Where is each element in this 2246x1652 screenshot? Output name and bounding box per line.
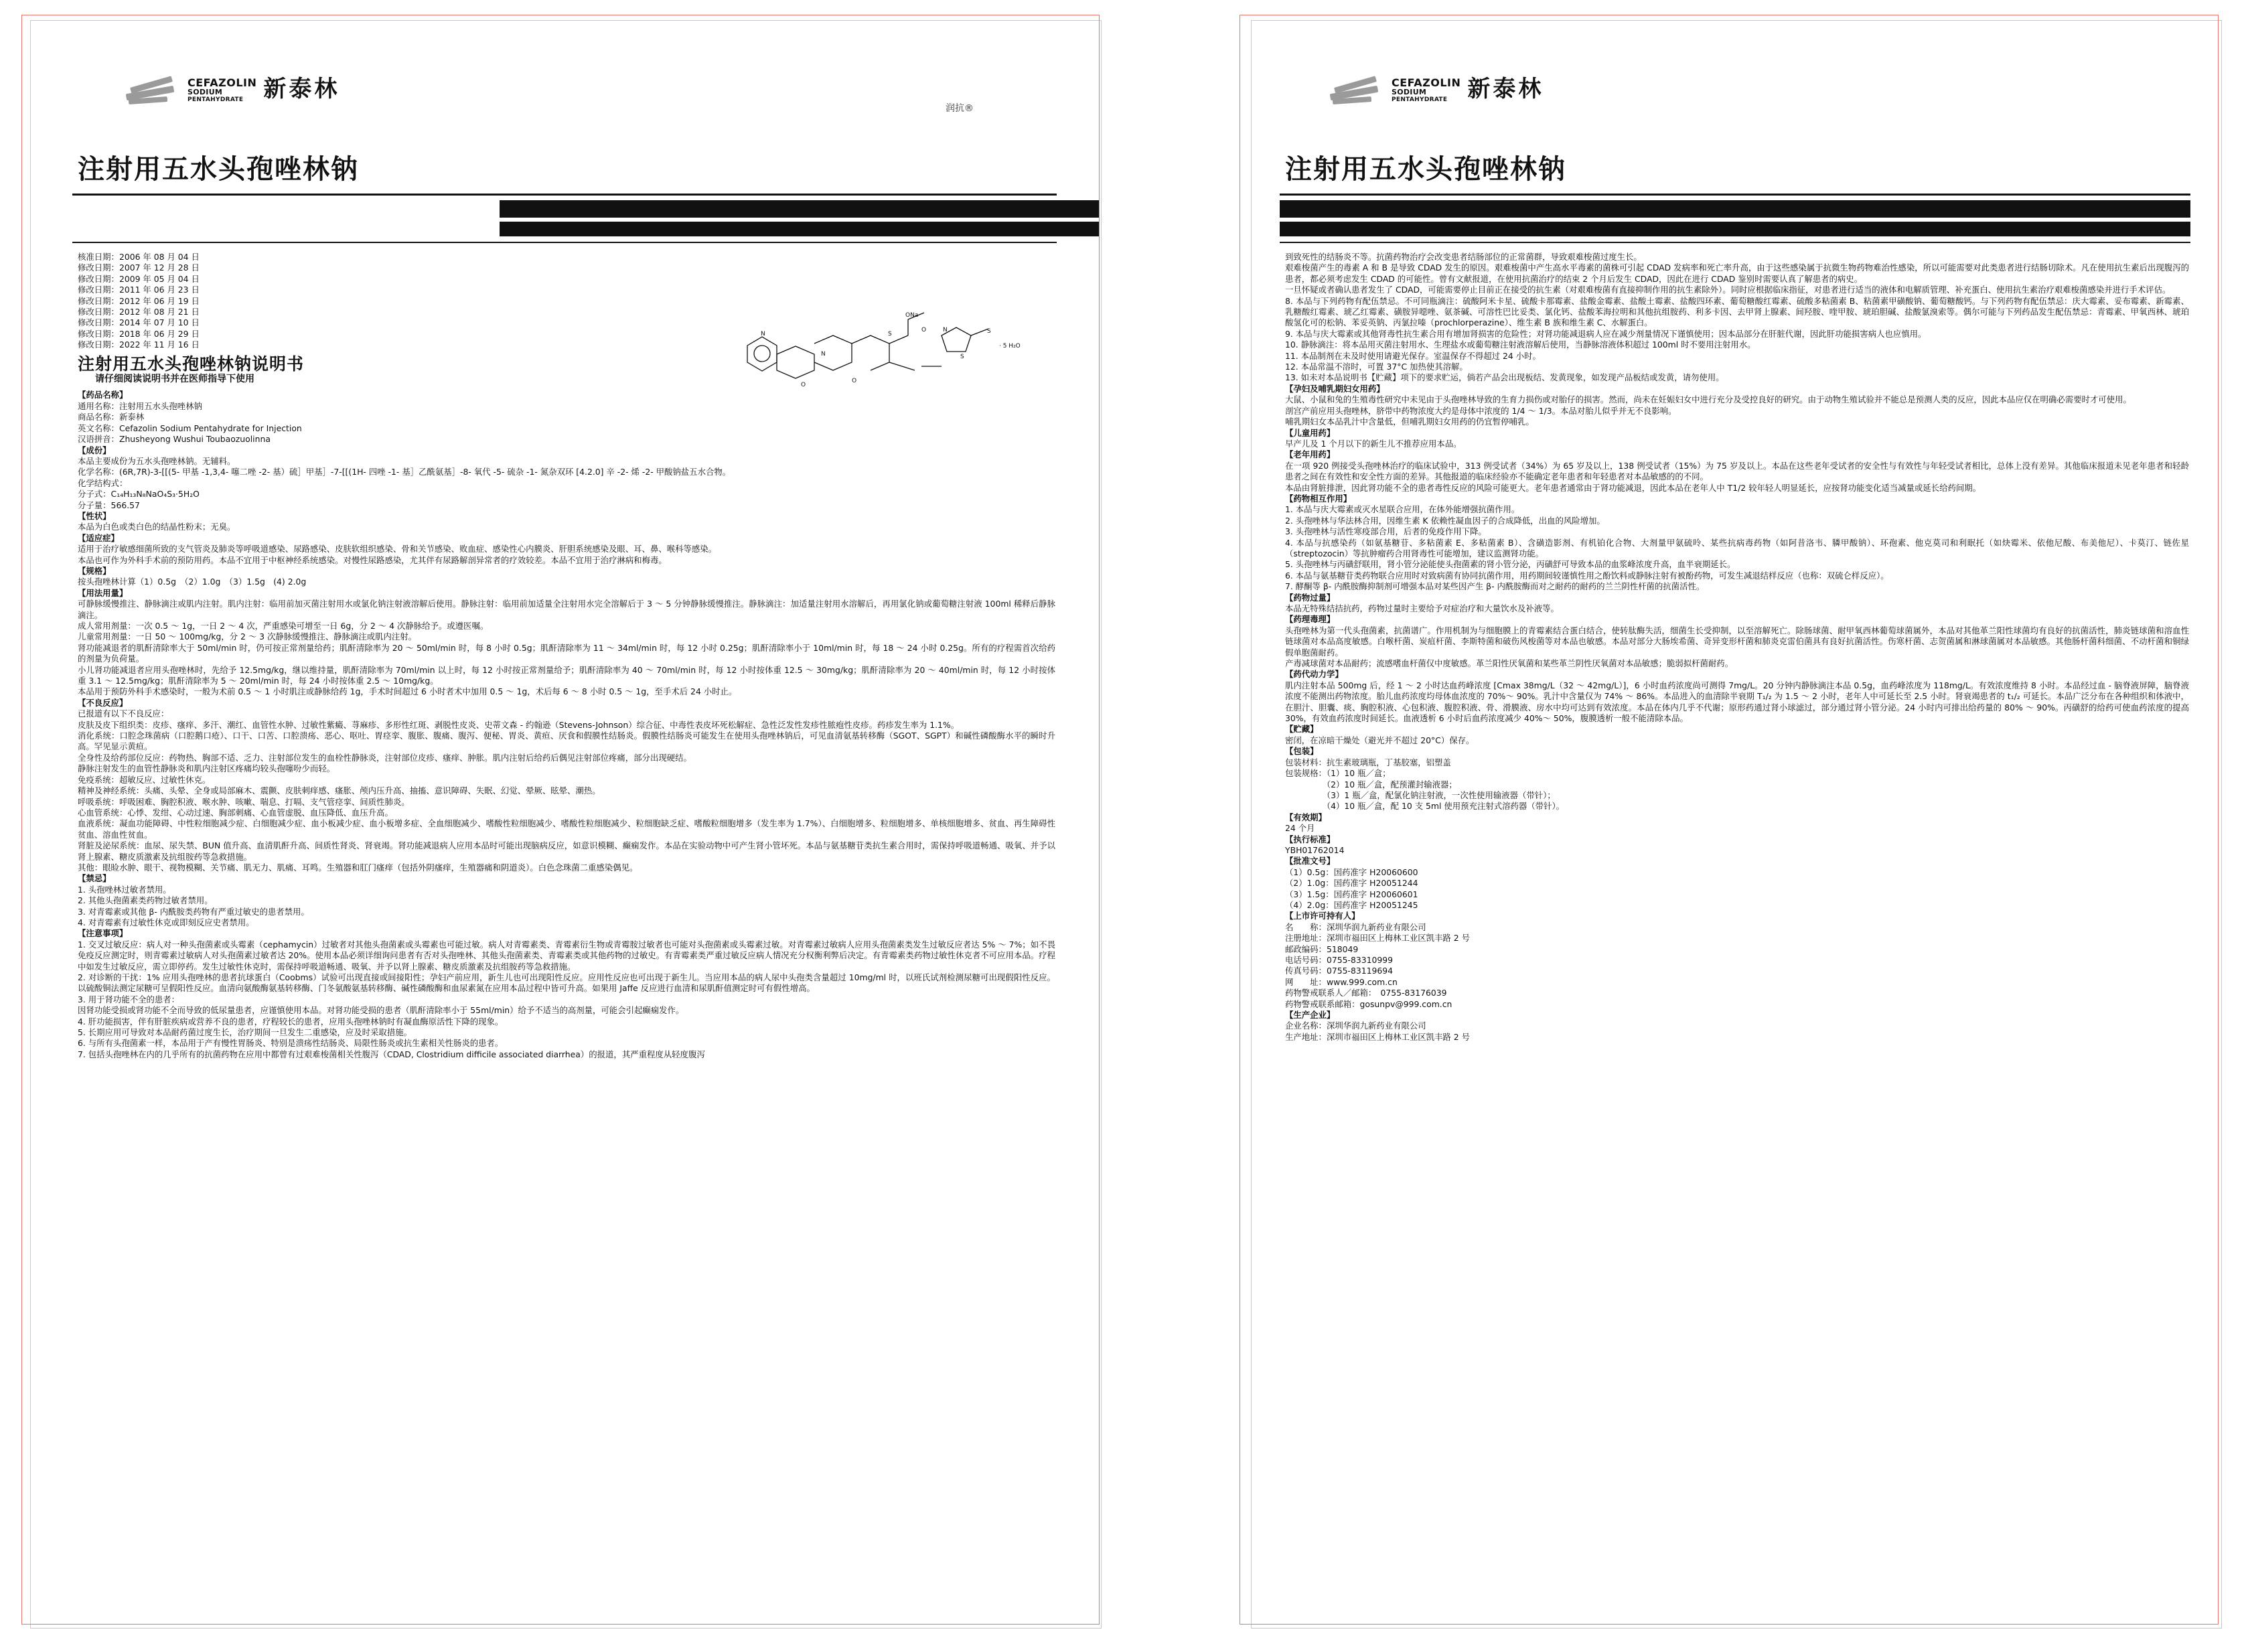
right-section-2-line-1: 本品由肾脏排泄，因此肾功能不全的患者毒性反应的风险可能更大。老年患者通常由于肾功能减退，因此本品在老年人中 T1/2 较年轻人明显延长，应按肾功能变化适当减量或延长给药间期。 [1285, 482, 1981, 493]
right-section-11-line-0: （1）0.5g：国药准字 H20060600 [1285, 867, 1418, 877]
section-5-line-0: 可静脉缓慢推注、静脉滴注或肌内注射。肌内注射：临用前加灭菌注射用水或氯化钠注射液溶解后使用。静脉注射：临用前加适量全注射用水完全溶解后于 3 ～ 5 分钟静脉缓慢推注。静脉滴注：加适量注射用水溶解后，再用氯化钠或葡萄糖注射液 100ml 稀释后静脉滴注。 [78, 599, 1055, 620]
brand-logo-right [1329, 78, 1544, 108]
right-para-3: 8. 本品与下列药物有配伍禁忌。不可同瓶滴注：硫酸阿米卡星、硫酸卡那霉素、盐酸金霉素、盐酸土霉素、盐酸四环素、葡萄糖酸红霉素、硫酸多粘菌素 B、粘菌素甲磺酸钠、葡萄糖酸钙。与下列药物有配伍禁忌：庆大霉素、妥布霉素、新霉素、乳糖酸红霉素、琥乙红霉素、磺胺异噁唑、氨茶碱、可溶性巴比妥类、氯化钙、盐酸苯海拉明和其他抗组胺药、利多卡因、去甲肾上腺素、间羟胺、喹甲胺、琥珀胆碱、盐酸氯溴索等。偶尔可能与下列药品发生配伍禁忌：青霉素、甲氧西林、琥珀酸氢化可的松钠、苯妥英钠、丙氯拉嗪（prochlorperazine）、维生素 B 族和维生素 C、水解蛋白。 [1285, 295, 2189, 328]
right-section-12-line-3: 电话号码：0755-83310999 [1285, 955, 1394, 965]
right-section-heading-11: 【批准文号】 [1285, 856, 1335, 867]
section-0-line-2: 英文名称：Cefazolin Sodium Pentahydrate for Injection [78, 423, 302, 433]
section-heading-1: 【成份】 [78, 445, 111, 455]
right-section-3-line-5: 6. 本品与氨基糖苷类药物联合应用时对致病菌有协同抗菌作用，用药期间较谨慎性用之酚饮料或静脉注射有被酚药物，可发生减退结样反应（也称：双硫仑样反应）。 [1285, 570, 1889, 581]
right-section-12-line-6: 药物警戒联系人／邮箱： 0755-83176039 [1285, 988, 1447, 998]
brand-en-line1-right: CEFAZOLIN [1392, 76, 1461, 89]
svg-text:O: O [852, 378, 857, 384]
right-section-8-line-3: （3）1 瓶／盒，配氯化钠注射液，一次性使用输液器（带针）； [1285, 790, 1556, 800]
title-rule-left [72, 194, 1057, 196]
right-section-heading-1: 【儿童用药】 [1285, 427, 1335, 438]
section-7-line-1: 2. 其他头孢菌素类药物过敏者禁用。 [78, 895, 213, 906]
section-7-line-0: 1. 头孢唑林过敏者禁用。 [78, 884, 171, 895]
right-section-0-line-2: 哺乳期妇女本品乳汁中含量低，但哺乳期妇女用药的仍宜暂停哺乳。 [1285, 417, 1534, 427]
section-8-line-3: 因肾功能受损或肾功能不全而导致的低尿量患者，应谨慎使用本品。对肾功能受损的患者（肌酐清除率小于 55ml/min）给予不适当的高剂量，可能会引起癫痫发作。 [78, 1005, 684, 1016]
section-heading-4: 【规格】 [78, 565, 111, 576]
title-rule-right [1280, 194, 2190, 196]
section-5-line-3: 肾功能减退者的肌酐清除率大于 50ml/min 时，仍可按正常剂量给药；肌酐清除率为 20 ～ 50ml/min 时，每 8 小时 0.5g；肌酐清除率为 11 ～ 34ml/min 时，每 12 小时 0.25g；肌酐清除率小于 10ml/min 时，每 18 ～ 24 小时 0.25g。所有的疗程需首次给药的剂量为负荷量。 [78, 642, 1055, 664]
swoosh-icon-right [1329, 78, 1386, 108]
black-bar-right-2 [1280, 222, 2190, 236]
right-para-8: 13. 如未对本品说明书【贮藏】项下的要求贮运，倘若产品会出现板结、发黄现象，如发现产品板结或发黄，请勿使用。 [1285, 372, 1724, 383]
right-section-7-line-0: 密闭，在凉暗干燥处（避光并不超过 20°C）保存。 [1285, 735, 1475, 745]
revision-date-3: 修改日期：2011 年 06 月 23 日 [78, 285, 200, 295]
section-0-line-3: 汉语拼音：Zhusheyong Wushui Toubaozuolinna [78, 434, 271, 445]
swoosh-icon [125, 78, 182, 108]
right-para-6: 11. 本品制剂在未及时使用请避光保存。室温保存不得超过 24 小时。 [1285, 350, 1541, 361]
svg-text:N: N [821, 351, 826, 358]
section-8-line-6: 6. 与所有头孢菌素一样，本品用于产有慢性胃肠炎、特别是溃疡性结肠炎、局限性肠炎或抗生素相关性肠炎的患者。 [78, 1038, 504, 1049]
section-6-line-8: 心血管系统：心悸、发绀、心动过速、胸部刺痛、心血管虚脱、血压降低、血压升高。 [78, 807, 393, 818]
section-6-line-1: 皮肤及皮下组织类：皮疹、瘙痒、多汗、潮红、血管性水肿、过敏性紫癜、荨麻疹、多形性红斑、剥脱性皮炎、史蒂文森 - 约翰逊（Stevens-Johnson）综合征、中毒性表皮坏死松解症、急性泛发性发疹性脓疱性皮疹。药疹发生率为 1.1%。 [78, 719, 960, 730]
left-page-sheet [30, 20, 1102, 1629]
product-title-right: 注射用五水头孢唑林钠 [1285, 154, 1566, 185]
section-heading-7: 【禁忌】 [78, 873, 111, 884]
svg-text:O: O [921, 327, 927, 333]
right-section-6-line-0: 肌内注射本品 500mg 后，经 1 ～ 2 小时达血药峰浓度 [Cmax 38mg/L（32 ～ 42mg/L）]，6 小时血药浓度尚可测得 7mg/L。20 分钟内静脉滴注本品 0.5g，血药峰浓度为 118mg/L。有效浓度维持 8 小时。本品经过血 - 脑脊液屏障，脑脊液浓度不能测出药物浓度。胎儿血药浓度均母体血浓度的 70%～ 90%。乳汁中含量仅为 74% ～ 86%。本品进入的血清除半衰期 T₁/₂ 为 1.5 ～ 2 小时，老年人中可延长至 2.5 小时。肾衰竭患者的 t₁/₂ 可延长。本品广泛分布在各种组织和体液中，在胆汁、胆囊、痰、胸腔积液、心包积液、腹腔积液、骨、滑膜液、房水中均可达到有效浓度。本品在体内几乎不代谢；原形药通过肾小球滤过，部分通过肾小管分泌。24 小时内可排出给药量的 80% ～ 90%。丙磺舒的给药可使血药浓度的提高 30%，有效血药浓度时间延长。血液透析 6 小时后血药浓度减少 40%～ 50%，腹膜透析一般不能清除本品。 [1285, 680, 2189, 724]
section-5-line-5: 本品用于预防外科手术感染时，一般为术前 0.5 ～ 1 小时肌注或静脉给药 1g，手术时间超过 6 小时者术中加用 0.5 ～ 1g，术后每 6 ～ 8 小时 0.5 ～ 1g，至手术后 24 小时止。 [78, 686, 737, 697]
section-1-line-0: 本品主要成份为五水头孢唑林钠。无辅料。 [78, 455, 236, 466]
right-section-heading-8: 【包装】 [1285, 746, 1319, 757]
right-section-10-line-0: YBH01762014 [1285, 844, 1345, 855]
right-section-heading-6: 【药代动力学】 [1285, 669, 1343, 680]
right-section-12-line-0: 名 称：深圳华润九新药业有限公司 [1285, 921, 1426, 932]
section-heading-8: 【注意事项】 [78, 928, 128, 939]
section-6-line-6: 精神及神经系统：头痛、头晕、全身或局部麻木、震颤、皮肤刺痒感、瘙胀、颅内压升高、抽搐、意识障碍、失眠、幻觉、晕厥、眩晕、潮热。 [78, 785, 601, 796]
document-subtitle: 请仔细阅读说明书并在医师指导下使用 [95, 374, 254, 385]
revision-date-4: 修改日期：2012 年 06 月 19 日 [78, 295, 200, 306]
right-section-12-line-5: 网 址：www.999.com.cn [1285, 976, 1398, 987]
section-5-line-2: 儿童常用剂量：一日 50 ～ 100mg/kg，分 2 ～ 3 次静脉缓慢推注、静脉滴注或肌内注射。 [78, 631, 417, 642]
right-section-3-line-0: 1. 本品与庆大霉素或灭水星联合应用，在体外能增强抗菌作用。 [1285, 504, 1520, 515]
section-3-line-1: 本品也可作为外科手术前的预防用药。本品不宜用于中枢神经系统感染。对慢性尿路感染，尤其伴有尿路解剖异常者的疗效较差。本品不宜用于治疗淋病和梅毒。 [78, 554, 667, 565]
brand-cn-name: 新泰林 [263, 76, 340, 102]
section-7-line-3: 4. 对青霉素有过敏性休克或即刻反应史者禁用。 [78, 917, 254, 927]
black-bar-left-1 [500, 200, 1099, 218]
section-6-line-5: 免疫系统：超敏反应、过敏性休克。 [78, 774, 211, 785]
black-bar-right-1 [1280, 200, 2190, 218]
right-section-heading-7: 【贮藏】 [1285, 724, 1319, 735]
right-para-2: 一旦怀疑或者确认患者发生了 CDAD，可能需要停止目前正在接受的抗生素（对艰难梭菌有直接抑制作用的抗生素除外）。同时应根据临床指征，对患者进行适当的液体和电解质管理、补充蛋白、使用抗生素治疗艰难梭菌感染并进行手术评估。 [1285, 285, 2171, 295]
section-5-line-4: 小儿肾功能减退者应用头孢唑林时，先给予 12.5mg/kg，继以维持量，肌酐清除率为 70ml/min 以上时，每 12 小时按正常剂量给予；肌酐清除率为 40 ～ 70ml/min 时，每 12 小时按体重 12.5 ～ 30mg/kg；肌酐清除率为 20 ～ 40ml/min 时，每 12 小时按体重 3.1 ～ 12.5mg/kg；肌酐清除率为 5 ～ 20ml/min 时，每 24 小时按体重 2.5 ～ 10mg/kg。 [78, 664, 1055, 686]
revision-date-0: 核准日期：2006 年 08 月 04 日 [78, 252, 200, 262]
right-section-3-line-6: 7. 酵酮等 β- 内酰胺酶抑制剂可增强本品对某些因产生 β- 内酰胺酶而对之耐药的耐药的兰兰阴性杆菌的抗菌活性。 [1285, 581, 1705, 592]
right-section-5-line-1: 产毒减球菌对本品耐药；流感嗜血杆菌仅中度敏感。革兰阳性厌氧菌和某些革兰阴性厌氧菌对本品敏感；脆弱拟杆菌耐药。 [1285, 658, 1734, 669]
brand-cn-name-right: 新泰林 [1467, 76, 1544, 102]
section-heading-2: 【性状】 [78, 510, 111, 521]
right-section-9-line-0: 24 个月 [1285, 823, 1315, 834]
brand-en-line1: CEFAZOLIN [188, 76, 257, 89]
right-section-13-line-1: 生产地址：深圳市福田区上梅林工业区凯丰路 2 号 [1285, 1031, 1470, 1042]
right-column-body [1285, 252, 2189, 1043]
section-8-line-4: 4. 肝功能损害，伴有肝脏疾病或营养不良的患者，疗程较长的患者，应用头孢唑林钠时有凝血酶原活性下降的现象。 [78, 1016, 504, 1027]
right-section-0-line-0: 大鼠、小鼠和兔的生殖毒性研究中未见由于头孢唑林导致的生育力损伤或对胎仔的损害。然而，尚未在妊娠妇女中进行充分及受控良好的研究。由于动物生殖试验并不能总是预测人类的反应，因此本品应仅在明确必需要时才可使用。 [1285, 394, 2131, 405]
right-section-heading-4: 【药物过量】 [1285, 592, 1335, 603]
revision-date-1: 修改日期：2007 年 12 月 28 日 [78, 262, 200, 273]
right-section-8-line-0: 包装材料：抗生素玻璃瓶，丁基胶塞，铝塑盖 [1285, 757, 1451, 767]
section-1-line-4: 分子量：566.57 [78, 500, 140, 510]
section-6-line-9: 血液系统：凝血功能障碍、中性粒细胞减少症、白细胞减少症、血小板减少症、血小板增多症、全血细胞减少、嗜酸性粒细胞减少、嗜酸性粒细胞减少、粒细胞缺乏症、嗜酸粒细胞增多（发生率为 1.7%）、白细胞增多、粒细胞增多、单核细胞增多、贫血、再生障碍性贫血、溶血性贫血。 [78, 818, 1055, 840]
section-1-line-2: 化学结构式： [78, 477, 128, 488]
section-5-line-1: 成人常用剂量：一次 0.5 ～ 1g，一日 2 ～ 4 次，严重感染可增至一日 6g，分 2 ～ 4 次静脉给予。或遵医嘱。 [78, 621, 489, 631]
brand-en-line3: PENTAHYDRATE [188, 96, 244, 103]
right-section-8-line-4: （4）10 瓶／盒，配 10 支 5ml 使用预充注射式溶药器（带针）。 [1285, 801, 1565, 812]
right-section-heading-10: 【执行标准】 [1285, 834, 1335, 844]
right-para-1: 艰难梭菌产生的毒素 A 和 B 是导致 CDAD 发生的原因。艰难梭菌中产生高水平毒素的菌株可引起 CDAD 发病率和死亡率升高，由于这些感染属于抗微生物药物难治性感染，所以可能需要对此类患者进行结肠切除术。凡在使用抗生素后出现腹泻的患者，都必须考虑发生 CDAD 的可能性。曾有文献报道，在使用抗菌治疗的结束 2 个月后发生 CDAD，因此在进行 CDAD 鉴别时需要认真了解患者的病史。 [1285, 262, 2189, 284]
svg-text:N: N [761, 331, 765, 337]
section-8-line-7: 7. 包括头孢唑林在内的几乎所有的抗菌药物在应用中都曾有过艰难梭菌相关性腹泻（CDAD, Clostridium difficile associated diarrhea）的报道，其严重程度从轻度腹泻 [78, 1049, 705, 1059]
revision-date-8: 修改日期：2022 年 11 月 16 日 [78, 340, 200, 350]
right-section-12-line-2: 邮政编码：518049 [1285, 944, 1359, 954]
section-6-line-0: 已报道有以下不良反应： [78, 708, 169, 719]
svg-text:S: S [960, 354, 964, 360]
section-6-line-11: 其他：眼睑水肿、眼干、视物模糊、关节痛、肌无力、肌痛、耳鸣。生殖器和肛门瘙痒（包括外阴瘙痒，生殖器痛和阴道炎）。白色念珠菌二重感染偶见。 [78, 862, 638, 873]
right-section-11-line-3: （4）2.0g：国药准字 H20051245 [1285, 899, 1418, 910]
right-section-12-line-1: 注册地址：深圳市福田区上梅林工业区凯丰路 2 号 [1285, 933, 1470, 944]
right-section-heading-0: 【孕妇及哺乳期妇女用药】 [1285, 383, 1385, 394]
right-para-4: 9. 本品与庆大霉素或其他肾毒性抗生素合用有增加肾损害的危险性；对肾功能减退病人应在减少剂量情况下谨慎使用；因本品部分在肝脏代谢，因此肝功能损害病人也应慎用。 [1285, 328, 1927, 339]
right-section-12-line-4: 传真号码：0755-83119694 [1285, 966, 1394, 976]
section-8-line-2: 3. 用于肾功能不全的患者： [78, 994, 180, 1004]
section-4-line-0: 按头孢唑林计算（1）0.5g （2）1.0g （3）1.5g (4) 2.0g [78, 577, 307, 587]
right-para-5: 10. 静脉滴注：将本品用灭菌注射用水、生理盐水或葡萄糖注射液溶解后使用，当静脉溶液体积超过 100ml 时不要用注射用水。 [1285, 340, 1756, 350]
right-section-8-line-2: （2）10 瓶／盒，配预灌封输液器； [1285, 779, 1457, 790]
product-title-left: 注射用五水头孢唑林钠 [78, 154, 359, 185]
section-0-line-0: 通用名称：注射用五水头孢唑林钠 [78, 400, 202, 411]
right-section-5-line-0: 头孢唑林为第一代头孢菌素，抗菌谱广。作用机制为与细胞膜上的青霉素结合蛋白结合，使转肽酶失活，细菌生长受抑制，以至溶解死亡。除肠球菌、耐甲氧西林葡萄球菌属外，本品对其他革兰阳性球菌均有良好的抗菌活性，肺炎链球菌和溶血性链球菌对本品高度敏感。白喉杆菌、炭疽杆菌、李斯特菌和破伤风梭菌等对本品也敏感。本品对部分大肠埃希菌、奇异变形杆菌和肺炎克雷伯菌具有良好抗菌活性。伤寒杆菌、志贺菌属和淋球菌属对本品敏感。其他肠杆菌科细菌、不动杆菌和铜绿假单胞菌耐药。 [1285, 625, 2189, 658]
brand-logo [125, 78, 340, 108]
svg-text:S: S [987, 328, 991, 335]
section-6-line-3: 全身性及给药部位反应：药物热、胸部不适、乏力、注射部位发生的血栓性静脉炎，注射部位皮疹、瘙痒、肿胀。肌内注射后给药后偶见注射部位疼痛，部分出现硬结。 [78, 752, 692, 763]
right-section-0-line-1: 剖宫产前应用头孢唑林，脐带中药物浓度大约是母体中浓度的 1/4 ～ 1/3。本品对胎儿似乎并无不良影响。 [1285, 405, 1677, 416]
right-section-heading-9: 【有效期】 [1285, 812, 1327, 822]
right-section-heading-12: 【上市许可持有人】 [1285, 911, 1360, 921]
right-section-11-line-2: （3）1.5g：国药准字 H20060601 [1285, 889, 1418, 899]
right-section-heading-13: 【生产企业】 [1285, 1010, 1335, 1021]
black-bar-left-2 [500, 222, 1099, 236]
section-1-line-1: 化学名称：(6R,7R)-3-[[(5- 甲基 -1,3,4- 噻二唑 -2- 基）硫］甲基］-7-[[(1H- 四唑 -1- 基］乙酰氨基］-8- 氧代 -5- 硫杂 -1- 氮杂双环 [4.2.0] 辛 -2- 烯 -2- 甲酸钠盐五水合物。 [78, 467, 731, 477]
section-heading-6: 【不良反应】 [78, 697, 128, 708]
section-7-line-2: 3. 对青霉素或其他 β- 内酰胺类药物有严重过敏史的患者禁用。 [78, 906, 309, 917]
right-section-2-line-0: 在一项 920 例接受头孢唑林治疗的临床试验中，313 例受试者（34%）为 65 岁及以上，138 例受试者（15%）为 75 岁及以上。本品在这些老年受试者的安全性与有效性与年轻受试者相比，总体上没有差异。其他临床报道未见老年患者和轻龄患者之间在有效性和安全性方面的差异。其他报道的临床经验亦不能确定老年患者和年轻患者对本品敏感的的不同。 [1285, 460, 2189, 482]
brand-en-line3-right: PENTAHYDRATE [1392, 96, 1448, 103]
header-rule-left [72, 242, 1057, 243]
brand-en-line2-right: SODIUM [1392, 88, 1427, 96]
right-section-3-line-1: 2. 头孢唑林与华法林合用，因维生素 K 依赖性凝血因子的合成降低，出血的风险增加。 [1285, 515, 1605, 526]
section-heading-0: 【药品名称】 [78, 390, 128, 400]
right-page-sheet [1251, 20, 2222, 1629]
right-section-1-line-0: 早产儿及 1 个月以下的新生儿不推荐应用本品。 [1285, 438, 1462, 449]
right-section-3-line-2: 3. 头孢唑林与活性寒疫部合用，后者的免疫作用下降。 [1285, 526, 1487, 537]
right-section-8-line-1: 包装规格：（1）10 瓶／盒； [1285, 768, 1391, 779]
section-0-line-1: 商品名称：新泰林 [78, 412, 145, 423]
right-section-heading-2: 【老年用药】 [1285, 449, 1335, 460]
document-title: 注射用五水头孢唑林钠说明书 [78, 354, 305, 374]
svg-text:N: N [943, 327, 948, 333]
chemical-structure-diagram [721, 309, 1042, 396]
section-heading-3: 【适应症】 [78, 532, 119, 543]
svg-text:ONa: ONa [905, 312, 919, 319]
revision-date-5: 修改日期：2012 年 08 月 21 日 [78, 307, 200, 317]
svg-text:O: O [801, 382, 806, 388]
revision-date-2: 修改日期：2009 年 05 月 04 日 [78, 273, 200, 284]
right-section-11-line-1: （2）1.0g：国药准字 H20051244 [1285, 878, 1418, 889]
section-8-line-0: 1. 交叉过敏反应：病人对一种头孢菌素或头霉素（cephamycin）过敏者对其他头孢菌素或头霉素也可能过敏。病人对青霉素类、青霉素衍生物或青霉胺过敏者也可能对头孢菌素或头霉素过敏。对青霉素过敏病人应用头孢菌素类发生过敏反应者达 5% ～ 7%；如不畏免疫反应测定时，则青霉素过敏病人对头孢菌素过敏者达 20%。使用本品必须详细询问患者有否对头孢唑林、其他头孢菌素类、青霉素类或其他药物的过敏史。有青霉素类严重过敏反应病人情况充分权衡利弊后决定。有青霉素类药物过敏性休克者不可应用本品。疗程中如发生过敏反应，需立即停药。发生过敏性休克时，需保持呼吸道畅通、吸氧、并予以肾上腺素、糖皮质激素及抗组胺药等急救措施。 [78, 939, 1055, 972]
right-para-7: 12. 本品常温不溶时，可置 37°C 加热使其溶解。 [1285, 362, 1468, 372]
secondary-mark: 润抗® [946, 103, 974, 114]
right-para-0: 到致死性的结肠炎不等。抗菌药物治疗会改变患者结肠部位的正常菌群，导致艰难梭菌过度生长。 [1285, 252, 1642, 262]
right-section-3-line-3: 4. 本品与抗感染药（如氨基糖苷、多粘菌素 E、多粘菌素 B）、含磺造影剂、有机铂化合物、大剂量甲氨硫呤、某些抗病毒药物（如阿昔洛韦、膦甲酸钠）、环孢素、他克莫司和利眠托（如炔霉米、依他尼酸、布美他尼）、卡莫汀、链佐星（streptozocin）等抗肿瘤药合用肾毒性可能增加，建议监测肾功能。 [1285, 537, 2189, 558]
right-section-13-line-0: 企业名称：深圳华润九新药业有限公司 [1285, 1021, 1426, 1031]
right-section-heading-3: 【药物相互作用】 [1285, 493, 1352, 504]
section-8-line-5: 5. 长期应用可导致对本品耐药菌过度生长，治疗期间一旦发生二重感染，应及时采取措施。 [78, 1027, 412, 1038]
revision-date-6: 修改日期：2014 年 07 月 10 日 [78, 317, 200, 328]
section-8-line-1: 2. 对诊断的干扰：1% 应用头孢唑林的患者抗球蛋白（Coobms）试验可出现直接或间接阳性；孕妇产前应用，新生儿也可出现阳性反应。应用性反应也可出现于新生儿。当应用本品的病人尿中头孢类含量超过 10mg/ml 时，以班氏试剂检测尿糖可出现假阳性反应。以硫酸铜法测定尿糖可呈假阳性反应。血清向氨酸酶氨基转移酶、门冬氨酸氨基转移酶、碱性磷酸酶和血尿素氮在应用本品过程中皆可升高。如果用 Jaffe 反应进行血清和尿肌酐值测定时可有假性增高。 [78, 972, 1055, 994]
section-3-line-0: 适用于治疗敏感细菌所致的支气管炎及肺炎等呼吸道感染、尿路感染、皮肤软组织感染、骨和关节感染、败血症、感染性心内膜炎、肝胆系统感染及眼、耳、鼻、喉科等感染。 [78, 544, 717, 554]
revision-date-7: 修改日期：2018 年 06 月 29 日 [78, 328, 200, 339]
svg-text:S: S [888, 331, 892, 337]
section-6-line-7: 呼吸系统：呼吸困难、胸腔积液、喉水肿、咳嗽、喘息、打嗝、支气管痉挛、间质性肺炎。 [78, 796, 410, 807]
section-heading-5: 【用法用量】 [78, 587, 128, 598]
brand-en-line2: SODIUM [188, 88, 223, 96]
right-section-3-line-4: 5. 头孢唑林与丙磺舒联用，肾小管分泌能使头孢菌素的肾小管分泌，丙磺舒可导致本品的血浆峰浓度升高，血半衰期延长。 [1285, 559, 1736, 570]
right-section-heading-5: 【药理毒理】 [1285, 614, 1335, 625]
section-6-line-4: 静脉注射发生的血管性静脉炎和肌内注射区疼痛均较头孢噻吩少而轻。 [78, 763, 335, 774]
section-6-line-10: 肾脏及泌尿系统：血尿、尿失禁、BUN 值升高、血清肌酐升高、间质性肾炎、肾衰竭。肾功能减退病人应用本品时可能出现脑病反应，如意识模糊、癫痫发作。本品在实验动物中可产生肾小管坏死。本品与氨基糖苷类抗生素合用时，需保持呼吸道畅通、吸氧、并予以肾上腺素、糖皮质激素及抗组胺药等急救措施。 [78, 840, 1055, 862]
svg-text:· 5 H₂O: · 5 H₂O [999, 343, 1021, 350]
header-rule-right [1280, 242, 2190, 243]
section-1-line-3: 分子式：C₁₄H₁₃N₈NaO₄S₃·5H₂O [78, 489, 200, 500]
right-section-12-line-7: 药物警戒联系邮箱：gosunpv@999.com.cn [1285, 998, 1452, 1009]
section-6-line-2: 消化系统：口腔念珠菌病（口腔鹅口疮）、口干、口苦、口腔溃疡、恶心、呕吐、胃痉挛、腹胀、腹痛、腹泻、便秘、胃炎、黄疸、厌食和假膜性结肠炎。假膜性结肠炎可能发生在使用头孢唑林钠后，可见血清氨基转移酶（SGOT、SGPT）和碱性磷酸酶水平的瞬时升高。罕见显示黄疸。 [78, 731, 1055, 752]
section-2-line-0: 本品为白色或类白色的结晶性粉末；无臭。 [78, 522, 236, 532]
right-section-4-line-0: 本品无特殊结拮抗药，药物过量时主要给予对症治疗和大量饮水及补液等。 [1285, 603, 1559, 613]
